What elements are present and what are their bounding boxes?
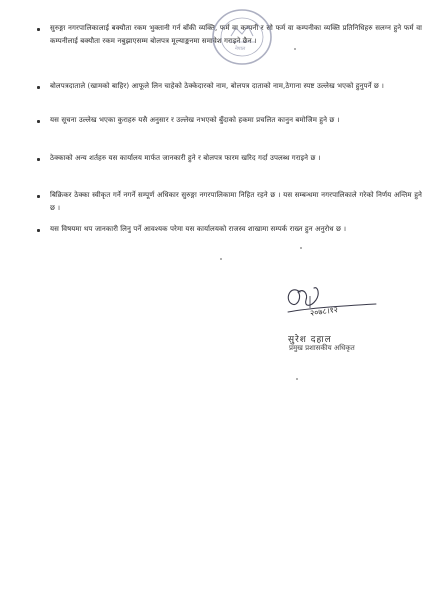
bullet-text: यस विषयमा थप जानकारी लिनु पर्ने आवश्यक परेमा यस कार्यालयको राजस्व शाखामा सम्पर्क राख्न हुन अनुरोध छ ।	[50, 225, 347, 233]
notice-bullet-item	[36, 80, 422, 93]
bullet-text: सुरुङ्गा नगरपालिकालाई बक्यौता रकम भुक्तानी गर्न बाँकी व्यक्ति, फर्म वा कम्पनी र सो फर्म वा कम्पनीका व्यक्ति प्रतिनिधिहरु सलग्न हुने फर्म वा कम्पनीलाई बक्यौता रकम नबुझाएसम्म बोलपत्र मूल्याङ्कनमा समावेश गराइने छैन ।	[50, 24, 422, 45]
notice-bullet-item	[36, 223, 422, 236]
signatory-name: सुरेश दहाल	[288, 335, 332, 345]
svg-text:नेपाल: नेपाल	[235, 46, 246, 52]
official-seal-stamp	[209, 6, 275, 68]
bullet-text: यस सूचना उल्लेख भएका कुराहरु यसै अनुसार र उल्लेख नभएको बुँदाको हकमा प्रचलित कानुन बमोजिम हुने छ ।	[50, 116, 340, 124]
notice-bullet-item	[36, 114, 422, 127]
signature-date: २०७८।१२	[309, 305, 339, 318]
scan-speck	[294, 48, 296, 50]
bullet-text: ठेक्काको अन्य शर्तहरु यस कार्यालय मार्फत जानकारी हुने र बोलपत्र फारम खरिद गर्दा उपलब्ध गराइने छ ।	[50, 154, 321, 162]
scan-speck	[220, 258, 222, 260]
scan-speck	[296, 378, 298, 380]
scan-speck	[300, 247, 302, 249]
signature-block	[280, 282, 390, 362]
notice-bullet-item	[36, 152, 422, 165]
notice-bullet-item	[36, 189, 422, 215]
bullet-text: बिक्रिकर ठेक्का स्वीकृत गर्ने नगर्ने सम्पूर्ण अधिकार सुरुङ्गा नगरपालिकामा निहित रहने छ । यस सम्बन्धमा नगरपालिकाले गरेको निर्णय अन्तिम हुने छ ।	[50, 191, 422, 212]
signatory-title: प्रमुख प्रशासकीय अधिकृत	[289, 344, 355, 352]
bullet-text: बोलपत्रदाताले (खामको बाहिर) आफूले लिन चाहेको ठेक्केदारको नाम, बोलपत्र दाताको नाम,ठेगाना स्पष्ट उल्लेख भएको हुनुपर्ने छ ।	[50, 82, 385, 90]
